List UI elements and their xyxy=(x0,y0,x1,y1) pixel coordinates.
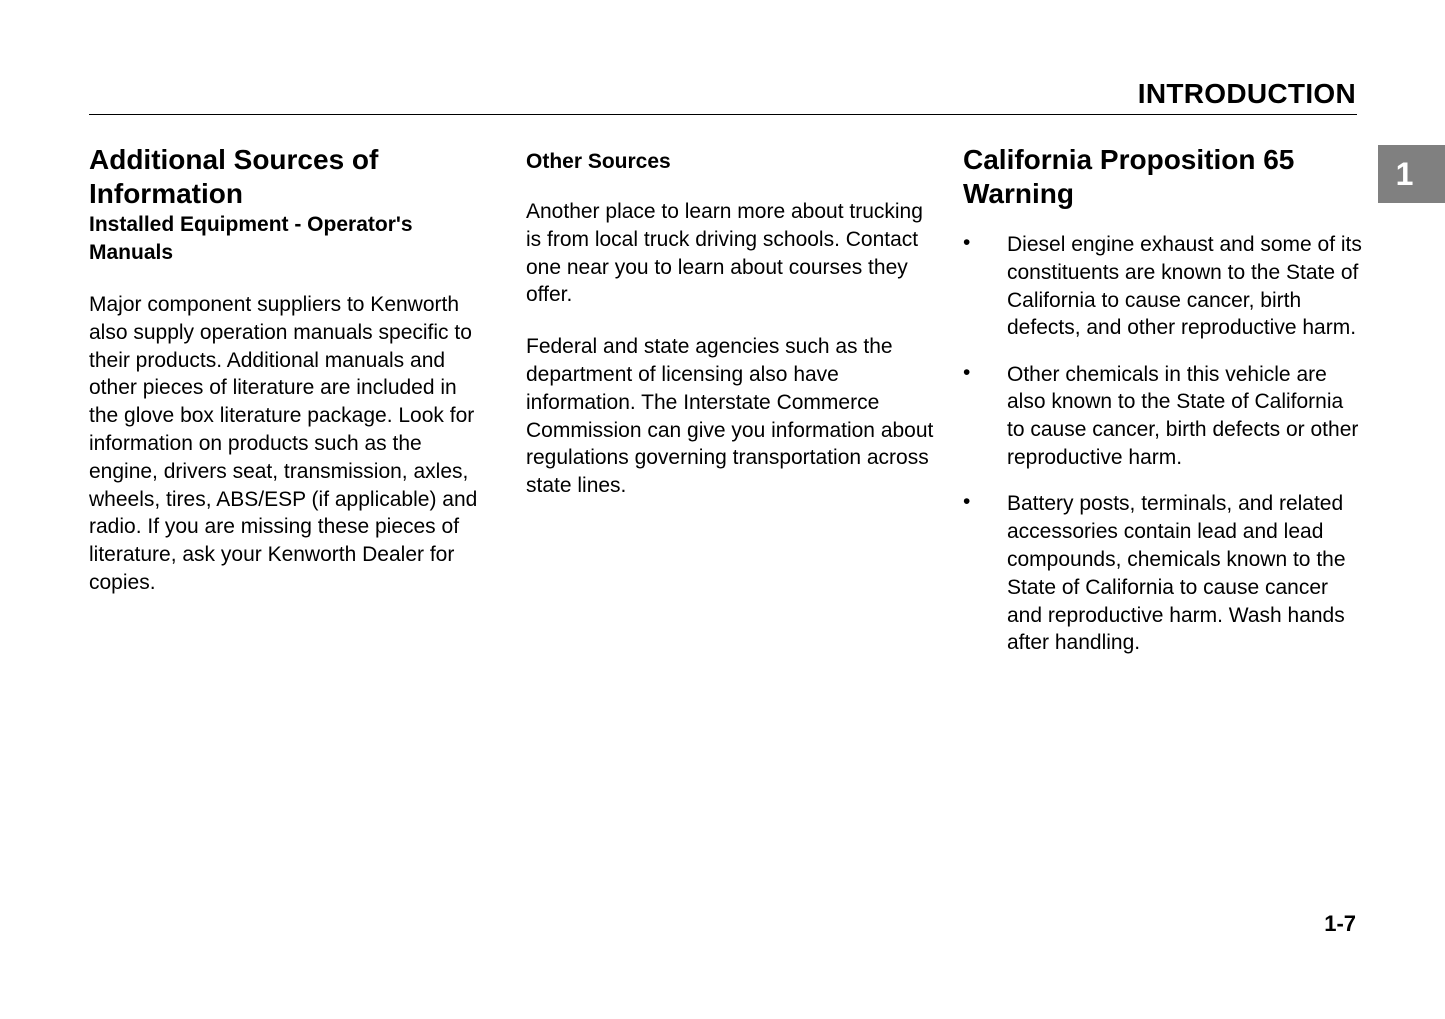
driving-schools-paragraph: Another place to learn more about trucking is from local truck driving schools. Contact one near you to learn about courses they offer. xyxy=(526,200,923,307)
section-header-title: INTRODUCTION xyxy=(1137,78,1356,109)
component-suppliers-paragraph: Major component suppliers to Kenworth also supply operation manuals specific to their products. Additional manuals and other pieces of literature are included in the glove box literature package. Look for information on products such as the engine, drivers seat, transmission, axles, wheels, tires, ABS/ESP (if applicable) and radio. If you are missing these pieces of literature, ask your Kenworth Dealer for copies. xyxy=(89,293,478,594)
other-sources-subheading: Other Sources xyxy=(526,150,671,173)
bullet-text: Diesel engine exhaust and some of its constituents are known to the State of California to cause cancer, birth defects, and other reproductive harm. xyxy=(1007,233,1362,340)
bullet-icon: • xyxy=(963,231,971,254)
bullet-text: Battery posts, terminals, and related accessories contain lead and lead compounds, chemicals known to the State of California to cause cancer and reproductive harm. Wash hands after handling. xyxy=(1007,492,1346,655)
agencies-paragraph: Federal and state agencies such as the department of licensing also have information. The Interstate Commerce Commission can give you information about regulations governing transportation across state lines. xyxy=(526,335,934,498)
list-item xyxy=(963,361,1363,472)
proposition-65-heading: California Proposition 65 Warning xyxy=(963,144,1295,209)
header-divider xyxy=(89,114,1357,115)
additional-sources-heading: Additional Sources of Information xyxy=(89,144,379,209)
bullet-icon: • xyxy=(963,360,971,384)
list-item xyxy=(963,231,1363,342)
warning-bullet-list xyxy=(963,231,1363,657)
chapter-tab xyxy=(1378,145,1445,203)
left-column xyxy=(89,140,489,597)
page-number: 1-7 xyxy=(1324,911,1356,936)
bullet-icon: • xyxy=(963,490,971,514)
bullet-text: Other chemicals in this vehicle are also known to the State of California to cause cancer, birth defects or other reproductive harm. xyxy=(1007,362,1359,470)
right-column xyxy=(963,140,1363,676)
installed-equipment-subheading: Installed Equipment - Operator's Manuals xyxy=(89,213,413,264)
list-item xyxy=(963,490,1363,657)
middle-column xyxy=(526,140,936,500)
chapter-tab-number: 1 xyxy=(1395,155,1414,192)
